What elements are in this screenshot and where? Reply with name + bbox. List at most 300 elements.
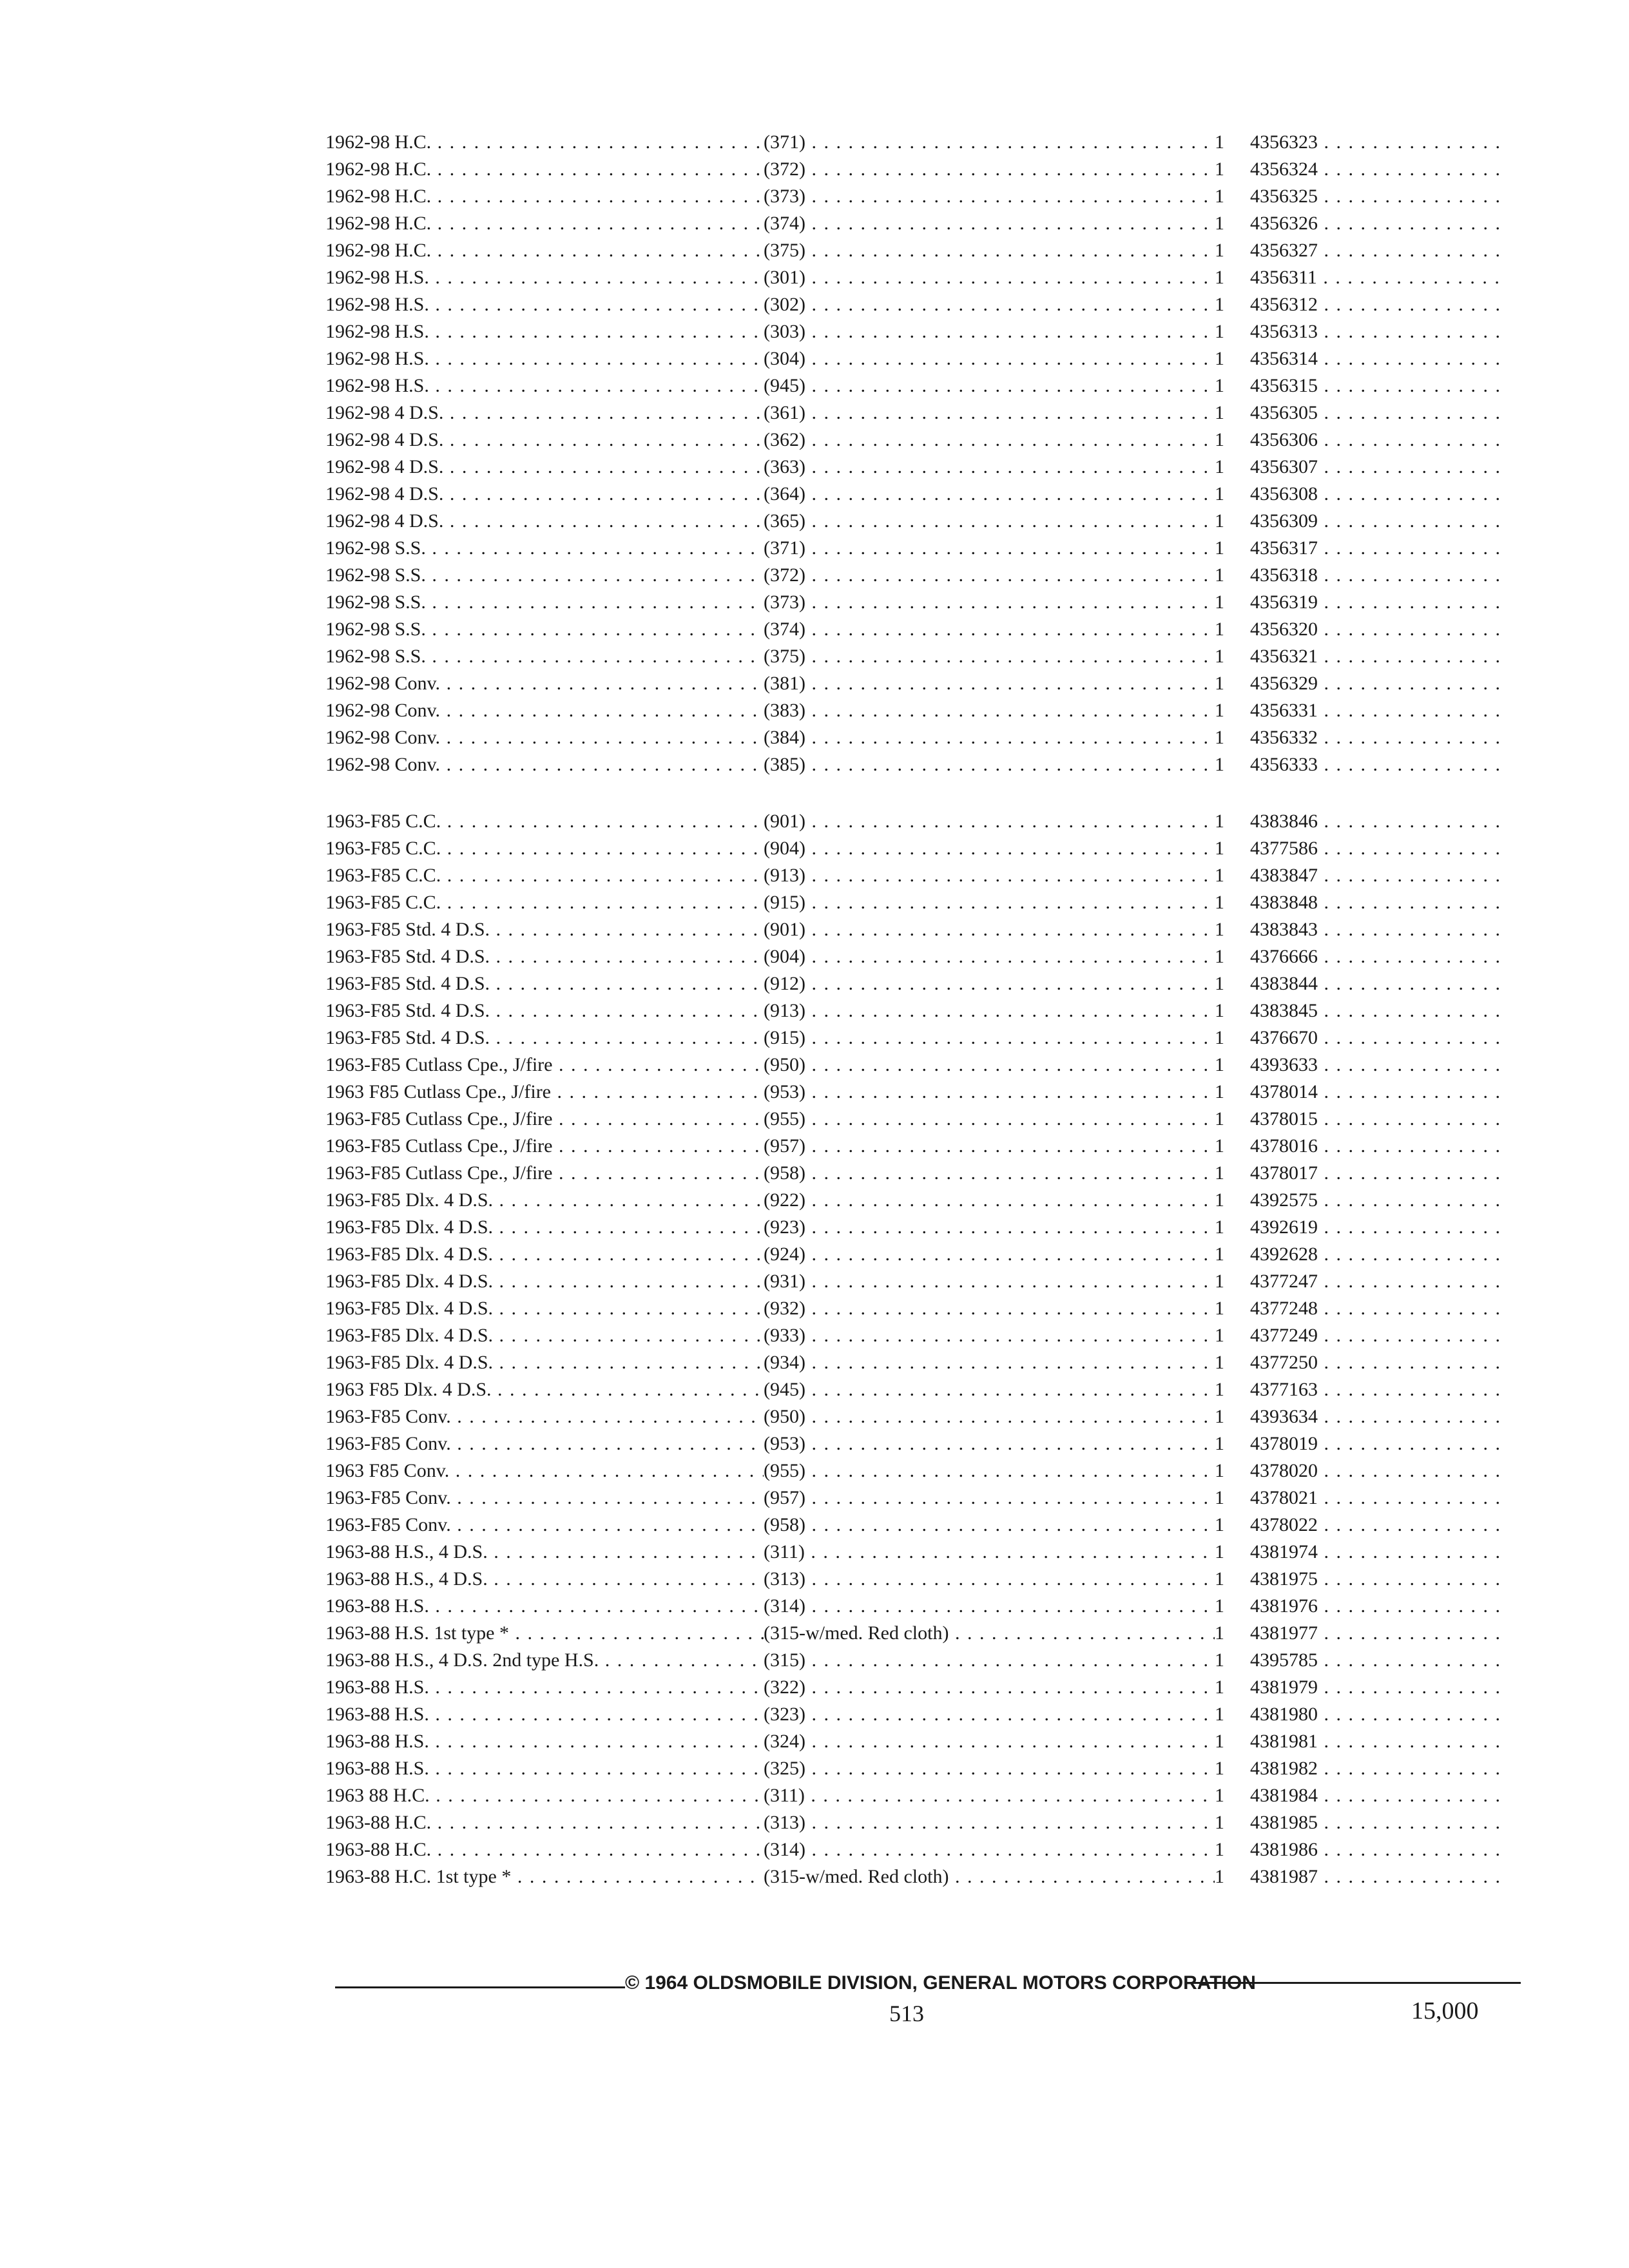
quantity: 1	[1215, 1731, 1224, 1752]
model-text: 1963-88 H.C. . . .	[325, 1836, 764, 1863]
parts-row	[325, 1322, 1518, 1349]
quantity: 1	[1215, 1244, 1224, 1265]
parts-row	[325, 589, 1518, 616]
trim-code: (913) . . .	[764, 862, 1215, 889]
trim-code: (932) . . .	[764, 1295, 1215, 1322]
model-text: 1962-98 H.S. . . .	[325, 318, 764, 345]
parts-row	[325, 1701, 1518, 1728]
trim-code: (923) . . .	[764, 1214, 1215, 1241]
parts-row	[325, 1755, 1518, 1782]
trim-code: (953) . . .	[764, 1430, 1215, 1457]
parts-row	[325, 1106, 1518, 1133]
model-text: 1963-F85 Conv. . . .	[325, 1485, 764, 1512]
footer-rule-right	[1186, 1982, 1521, 1984]
print-quantity: 15,000	[1411, 1997, 1479, 2024]
parts-row	[325, 562, 1518, 589]
trim-code: (385) . . .	[764, 751, 1215, 778]
parts-group-1962	[325, 129, 1518, 778]
trim-code: (957) . . .	[764, 1485, 1215, 1512]
trim-code: (372) . . .	[764, 562, 1215, 589]
part-number: 4356314 . . .	[1250, 345, 1508, 372]
parts-row	[325, 345, 1518, 372]
parts-row	[325, 724, 1518, 751]
model-text: 1963-F85 Std. 4 D.S. . . .	[325, 943, 764, 970]
trim-code: (384) . . .	[764, 724, 1215, 751]
part-number: 4393633 . . .	[1250, 1052, 1508, 1079]
part-number: 4381975 . . .	[1250, 1566, 1508, 1593]
trim-code: (955) . . .	[764, 1106, 1215, 1133]
part-number: 4377249 . . .	[1250, 1322, 1508, 1349]
model-text: 1963-88 H.S. . . .	[325, 1701, 764, 1728]
part-number: 4381980 . . .	[1250, 1701, 1508, 1728]
quantity: 1	[1215, 946, 1224, 967]
model-text: 1963-F85 Conv. . . .	[325, 1403, 764, 1430]
quantity: 1	[1215, 754, 1224, 775]
model-text: 1963-F85 Conv. . . .	[325, 1512, 764, 1539]
parts-row	[325, 318, 1518, 345]
quantity: 1	[1215, 1406, 1224, 1427]
part-number: 4356326 . . .	[1250, 210, 1508, 237]
model-text: 1963-F85 Std. 4 D.S. . . .	[325, 997, 764, 1024]
part-number: 4356312 . . .	[1250, 291, 1508, 318]
quantity: 1	[1215, 1162, 1224, 1184]
part-number: 4356332 . . .	[1250, 724, 1508, 751]
trim-code: (361) . . .	[764, 399, 1215, 427]
trim-code: (311) . . .	[764, 1539, 1215, 1566]
part-number: 4356317 . . .	[1250, 535, 1508, 562]
trim-code: (314) . . .	[764, 1593, 1215, 1620]
part-number: 4383846 . . .	[1250, 808, 1508, 835]
trim-code: (322) . . .	[764, 1674, 1215, 1701]
parts-row	[325, 183, 1518, 210]
model-text: 1962-98 Conv. . . .	[325, 724, 764, 751]
parts-row	[325, 670, 1518, 697]
part-number: 4381987 . . .	[1250, 1863, 1508, 1890]
quantity: 1	[1215, 646, 1224, 667]
model-text: 1963-F85 C.C. . . .	[325, 808, 764, 835]
part-number: 4381977 . . .	[1250, 1620, 1508, 1647]
parts-row	[325, 1241, 1518, 1268]
parts-row	[325, 156, 1518, 183]
model-text: 1963-F85 Std. 4 D.S. . . .	[325, 916, 764, 943]
trim-code: (953) . . .	[764, 1079, 1215, 1106]
model-text: 1963 88 H.C. . . .	[325, 1782, 764, 1809]
model-text: 1962-98 S.S. . . .	[325, 589, 764, 616]
parts-row	[325, 481, 1518, 508]
parts-row	[325, 997, 1518, 1024]
quantity: 1	[1215, 673, 1224, 694]
parts-row	[325, 1539, 1518, 1566]
parts-row	[325, 1079, 1518, 1106]
part-number: 4377586 . . .	[1250, 835, 1508, 862]
model-text: 1962-98 4 D.S. . . .	[325, 399, 764, 427]
quantity: 1	[1215, 1325, 1224, 1346]
quantity: 1	[1215, 321, 1224, 342]
quantity: 1	[1215, 1649, 1224, 1671]
model-text: 1963-F85 Std. 4 D.S. . . .	[325, 970, 764, 997]
quantity: 1	[1215, 1677, 1224, 1698]
model-text: 1963-88 H.C. . . .	[325, 1809, 764, 1836]
part-number: 4356309 . . .	[1250, 508, 1508, 535]
trim-code: (901) . . .	[764, 916, 1215, 943]
part-number: 4381976 . . .	[1250, 1593, 1508, 1620]
trim-code: (373) . . .	[764, 589, 1215, 616]
parts-row	[325, 210, 1518, 237]
quantity: 1	[1215, 402, 1224, 423]
trim-code: (958) . . .	[764, 1512, 1215, 1539]
model-text: 1963-88 H.S., 4 D.S. . . .	[325, 1539, 764, 1566]
model-text: 1962-98 4 D.S. . . .	[325, 454, 764, 481]
part-number: 4378016 . . .	[1250, 1133, 1508, 1160]
quantity: 1	[1215, 294, 1224, 315]
model-text: 1962-98 H.C. . . .	[325, 156, 764, 183]
model-text: 1962-98 H.C. . . .	[325, 237, 764, 264]
parts-row	[325, 535, 1518, 562]
parts-row	[325, 372, 1518, 399]
part-number: 4383848 . . .	[1250, 889, 1508, 916]
quantity: 1	[1215, 510, 1224, 532]
part-number: 4356333 . . .	[1250, 751, 1508, 778]
model-text: 1963 F85 Conv. . . .	[325, 1457, 764, 1485]
part-number: 4356331 . . .	[1250, 697, 1508, 724]
parts-row	[325, 1457, 1518, 1485]
parts-row	[325, 1268, 1518, 1295]
parts-row	[325, 616, 1518, 643]
quantity: 1	[1215, 1487, 1224, 1508]
trim-code: (945) . . .	[764, 372, 1215, 399]
parts-row	[325, 916, 1518, 943]
quantity: 1	[1215, 1812, 1224, 1833]
part-number: 4377163 . . .	[1250, 1376, 1508, 1403]
quantity: 1	[1215, 429, 1224, 450]
part-number: 4356321 . . .	[1250, 643, 1508, 670]
parts-list	[325, 129, 1518, 1890]
model-text: 1962-98 H.S. . . .	[325, 264, 764, 291]
trim-code: (365) . . .	[764, 508, 1215, 535]
parts-row	[325, 751, 1518, 778]
trim-code: (303) . . .	[764, 318, 1215, 345]
trim-code: (375) . . .	[764, 643, 1215, 670]
model-text: 1962-98 H.S. . . .	[325, 345, 764, 372]
trim-code: (315-w/med. Red cloth) . . .	[764, 1620, 1215, 1647]
parts-row	[325, 1376, 1518, 1403]
trim-code: (915) . . .	[764, 1024, 1215, 1052]
part-number: 4392575 . . .	[1250, 1187, 1508, 1214]
trim-code: (901) . . .	[764, 808, 1215, 835]
trim-code: (950) . . .	[764, 1052, 1215, 1079]
trim-code: (372) . . .	[764, 156, 1215, 183]
quantity: 1	[1215, 1352, 1224, 1373]
trim-code: (381) . . .	[764, 670, 1215, 697]
model-text: 1963-F85 Dlx. 4 D.S. . . .	[325, 1214, 764, 1241]
trim-code: (913) . . .	[764, 997, 1215, 1024]
parts-row	[325, 399, 1518, 427]
part-number: 4376670 . . .	[1250, 1024, 1508, 1052]
model-text: 1962-98 H.C. . . .	[325, 183, 764, 210]
part-number: 4383847 . . .	[1250, 862, 1508, 889]
quantity: 1	[1215, 619, 1224, 640]
model-text: 1963-F85 Dlx. 4 D.S. . . .	[325, 1295, 764, 1322]
quantity: 1	[1215, 186, 1224, 207]
trim-code: (362) . . .	[764, 427, 1215, 454]
parts-row	[325, 697, 1518, 724]
parts-row	[325, 237, 1518, 264]
part-number: 4356319 . . .	[1250, 589, 1508, 616]
part-number: 4381981 . . .	[1250, 1728, 1508, 1755]
quantity: 1	[1215, 456, 1224, 477]
trim-code: (945) . . .	[764, 1376, 1215, 1403]
trim-code: (324) . . .	[764, 1728, 1215, 1755]
trim-code: (931) . . .	[764, 1268, 1215, 1295]
quantity: 1	[1215, 700, 1224, 721]
model-text: 1963-F85 Dlx. 4 D.S. . . .	[325, 1349, 764, 1376]
part-number: 4356306 . . .	[1250, 427, 1508, 454]
quantity: 1	[1215, 1189, 1224, 1211]
trim-code: (933) . . .	[764, 1322, 1215, 1349]
quantity: 1	[1215, 1568, 1224, 1590]
parts-row	[325, 129, 1518, 156]
model-text: 1963-88 H.S., 4 D.S. 2nd type H.S. . . .	[325, 1647, 764, 1674]
quantity: 1	[1215, 375, 1224, 396]
part-number: 4356313 . . .	[1250, 318, 1508, 345]
model-text: 1962-98 S.S. . . .	[325, 616, 764, 643]
model-text: 1963-F85 Dlx. 4 D.S. . . .	[325, 1187, 764, 1214]
trim-code: (301) . . .	[764, 264, 1215, 291]
part-number: 4392619 . . .	[1250, 1214, 1508, 1241]
quantity: 1	[1215, 1216, 1224, 1238]
quantity: 1	[1215, 1541, 1224, 1562]
part-number: 4378021 . . .	[1250, 1485, 1508, 1512]
model-text: 1962-98 H.S. . . .	[325, 372, 764, 399]
parts-row	[325, 1160, 1518, 1187]
trim-code: (904) . . .	[764, 943, 1215, 970]
model-text: 1963-F85 C.C. . . .	[325, 835, 764, 862]
part-number: 4378014 . . .	[1250, 1079, 1508, 1106]
model-text: 1963-F85 Dlx. 4 D.S. . . .	[325, 1241, 764, 1268]
part-number: 4356324 . . .	[1250, 156, 1508, 183]
part-number: 4356311 . . .	[1250, 264, 1508, 291]
part-number: 4356325 . . .	[1250, 183, 1508, 210]
model-text: 1963-88 H.S. . . .	[325, 1728, 764, 1755]
parts-row	[325, 1295, 1518, 1322]
quantity: 1	[1215, 1514, 1224, 1535]
model-text: 1963 F85 Dlx. 4 D.S. . . .	[325, 1376, 764, 1403]
model-text: 1963-F85 Conv. . . .	[325, 1430, 764, 1457]
trim-code: (915) . . .	[764, 889, 1215, 916]
parts-row	[325, 1836, 1518, 1863]
quantity: 1	[1215, 240, 1224, 261]
quantity: 1	[1215, 1595, 1224, 1617]
parts-row	[325, 808, 1518, 835]
quantity: 1	[1215, 1027, 1224, 1048]
trim-code: (315) . . .	[764, 1647, 1215, 1674]
part-number: 4356329 . . .	[1250, 670, 1508, 697]
parts-row	[325, 427, 1518, 454]
parts-row	[325, 454, 1518, 481]
part-number: 4381985 . . .	[1250, 1809, 1508, 1836]
model-text: 1962-98 4 D.S. . . .	[325, 508, 764, 535]
model-text: 1962-98 4 D.S. . . .	[325, 481, 764, 508]
model-text: 1962-98 S.S. . . .	[325, 535, 764, 562]
parts-group-1963	[325, 808, 1518, 1890]
part-number: 4393634 . . .	[1250, 1403, 1508, 1430]
part-number: 4376666 . . .	[1250, 943, 1508, 970]
trim-code: (383) . . .	[764, 697, 1215, 724]
trim-code: (363) . . .	[764, 454, 1215, 481]
parts-row	[325, 1024, 1518, 1052]
trim-code: (311) . . .	[764, 1782, 1215, 1809]
quantity: 1	[1215, 865, 1224, 886]
trim-code: (957) . . .	[764, 1133, 1215, 1160]
model-text: 1963-88 H.C. 1st type * . . .	[325, 1863, 764, 1890]
quantity: 1	[1215, 131, 1224, 153]
part-number: 4356318 . . .	[1250, 562, 1508, 589]
parts-row	[325, 1674, 1518, 1701]
model-text: 1963-F85 Cutlass Cpe., J/fire . . .	[325, 1106, 764, 1133]
quantity: 1	[1215, 1866, 1224, 1887]
footer-rule-left	[335, 1986, 625, 1988]
parts-row	[325, 1809, 1518, 1836]
quantity: 1	[1215, 1460, 1224, 1481]
trim-code: (375) . . .	[764, 237, 1215, 264]
part-number: 4383845 . . .	[1250, 997, 1508, 1024]
trim-code: (958) . . .	[764, 1160, 1215, 1187]
trim-code: (371) . . .	[764, 535, 1215, 562]
part-number: 4383844 . . .	[1250, 970, 1508, 997]
quantity: 1	[1215, 537, 1224, 559]
quantity: 1	[1215, 1622, 1224, 1644]
model-text: 1963-F85 C.C. . . .	[325, 862, 764, 889]
parts-row	[325, 1647, 1518, 1674]
trim-code: (364) . . .	[764, 481, 1215, 508]
part-number: 4377250 . . .	[1250, 1349, 1508, 1376]
trim-code: (934) . . .	[764, 1349, 1215, 1376]
model-text: 1962-98 Conv. . . .	[325, 670, 764, 697]
part-number: 4356308 . . .	[1250, 481, 1508, 508]
model-text: 1962-98 H.S. . . .	[325, 291, 764, 318]
copyright-notice: © 1964 OLDSMOBILE DIVISION, GENERAL MOTORS CORPORATION	[625, 1972, 1256, 1994]
model-text: 1963-88 H.S. . . .	[325, 1593, 764, 1620]
trim-code: (912) . . .	[764, 970, 1215, 997]
part-number: 4356323 . . .	[1250, 129, 1508, 156]
trim-code: (371) . . .	[764, 129, 1215, 156]
part-number: 4377247 . . .	[1250, 1268, 1508, 1295]
trim-code: (304) . . .	[764, 345, 1215, 372]
part-number: 4381986 . . .	[1250, 1836, 1508, 1863]
parts-row	[325, 862, 1518, 889]
part-number: 4378015 . . .	[1250, 1106, 1508, 1133]
parts-row	[325, 970, 1518, 997]
part-number: 4392628 . . .	[1250, 1241, 1508, 1268]
model-text: 1963-F85 Dlx. 4 D.S. . . .	[325, 1322, 764, 1349]
trim-code: (922) . . .	[764, 1187, 1215, 1214]
parts-row	[325, 508, 1518, 535]
model-text: 1963-F85 C.C. . . .	[325, 889, 764, 916]
model-text: 1963 F85 Cutlass Cpe., J/fire . . .	[325, 1079, 764, 1106]
quantity: 1	[1215, 1271, 1224, 1292]
quantity: 1	[1215, 1433, 1224, 1454]
part-number: 4378020 . . .	[1250, 1457, 1508, 1485]
quantity: 1	[1215, 811, 1224, 832]
quantity: 1	[1215, 973, 1224, 994]
part-number: 4378022 . . .	[1250, 1512, 1508, 1539]
part-number: 4356315 . . .	[1250, 372, 1508, 399]
quantity: 1	[1215, 1704, 1224, 1725]
part-number: 4356320 . . .	[1250, 616, 1508, 643]
model-text: 1962-98 Conv. . . .	[325, 697, 764, 724]
quantity: 1	[1215, 919, 1224, 940]
model-text: 1962-98 Conv. . . .	[325, 751, 764, 778]
trim-code: (313) . . .	[764, 1809, 1215, 1836]
model-text: 1963-88 H.S., 4 D.S. . . .	[325, 1566, 764, 1593]
parts-row	[325, 1728, 1518, 1755]
parts-row	[325, 1593, 1518, 1620]
trim-code: (924) . . .	[764, 1241, 1215, 1268]
model-text: 1963-88 H.S. . . .	[325, 1674, 764, 1701]
part-number: 4356327 . . .	[1250, 237, 1508, 264]
parts-row	[325, 1133, 1518, 1160]
model-text: 1962-98 H.C. . . .	[325, 129, 764, 156]
page-number: 513	[889, 2001, 924, 2026]
parts-row	[325, 1430, 1518, 1457]
parts-row	[325, 264, 1518, 291]
part-number: 4383843 . . .	[1250, 916, 1508, 943]
parts-row	[325, 1782, 1518, 1809]
parts-row	[325, 1512, 1518, 1539]
parts-row	[325, 1863, 1518, 1890]
quantity: 1	[1215, 1839, 1224, 1860]
parts-row	[325, 1620, 1518, 1647]
parts-row	[325, 1566, 1518, 1593]
part-number: 4395785 . . .	[1250, 1647, 1508, 1674]
part-number: 4381982 . . .	[1250, 1755, 1508, 1782]
quantity: 1	[1215, 564, 1224, 586]
part-number: 4356307 . . .	[1250, 454, 1508, 481]
trim-code: (950) . . .	[764, 1403, 1215, 1430]
quantity: 1	[1215, 483, 1224, 505]
model-text: 1963-F85 Dlx. 4 D.S. . . .	[325, 1268, 764, 1295]
quantity: 1	[1215, 1758, 1224, 1779]
model-text: 1963-F85 Cutlass Cpe., J/fire . . .	[325, 1052, 764, 1079]
parts-row	[325, 889, 1518, 916]
trim-code: (325) . . .	[764, 1755, 1215, 1782]
parts-row	[325, 643, 1518, 670]
trim-code: (302) . . .	[764, 291, 1215, 318]
model-text: 1962-98 4 D.S. . . .	[325, 427, 764, 454]
quantity: 1	[1215, 1081, 1224, 1102]
model-text: 1962-98 S.S. . . .	[325, 562, 764, 589]
model-text: 1963-F85 Cutlass Cpe., J/fire . . .	[325, 1160, 764, 1187]
parts-row	[325, 835, 1518, 862]
quantity: 1	[1215, 1135, 1224, 1157]
quantity: 1	[1215, 1000, 1224, 1021]
part-number: 4381974 . . .	[1250, 1539, 1508, 1566]
trim-code: (373) . . .	[764, 183, 1215, 210]
trim-code: (315-w/med. Red cloth) . . .	[764, 1863, 1215, 1890]
model-text: 1963-88 H.S. . . .	[325, 1755, 764, 1782]
part-number: 4356305 . . .	[1250, 399, 1508, 427]
parts-row	[325, 1403, 1518, 1430]
part-number: 4377248 . . .	[1250, 1295, 1508, 1322]
model-text: 1963-F85 Std. 4 D.S. . . .	[325, 1024, 764, 1052]
quantity: 1	[1215, 892, 1224, 913]
model-text: 1963-88 H.S. 1st type * . . .	[325, 1620, 764, 1647]
parts-row	[325, 1214, 1518, 1241]
parts-row	[325, 1052, 1518, 1079]
trim-code: (323) . . .	[764, 1701, 1215, 1728]
quantity: 1	[1215, 838, 1224, 859]
quantity: 1	[1215, 1379, 1224, 1400]
